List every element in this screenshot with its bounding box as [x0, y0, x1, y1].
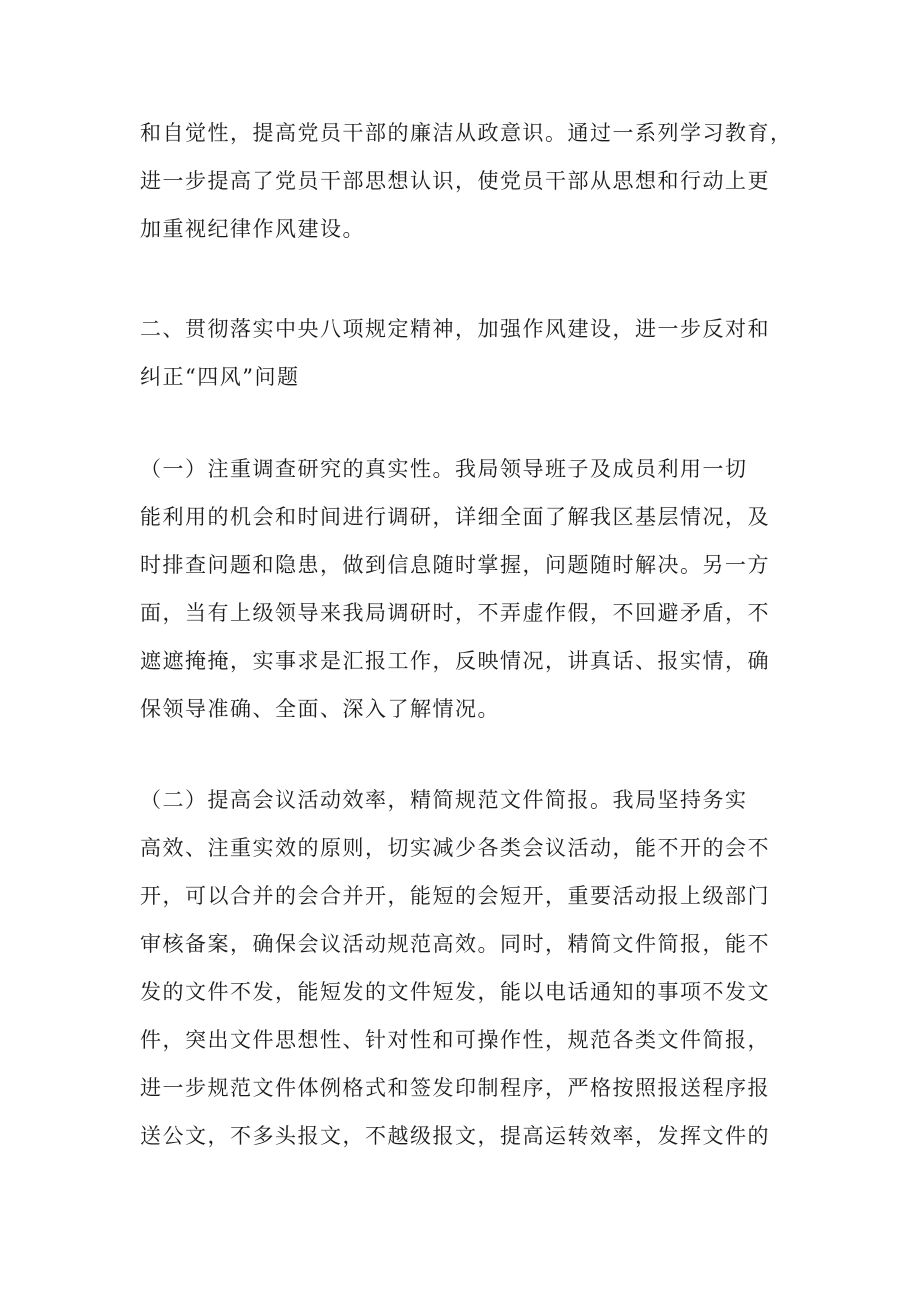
text-line: 开，可以合并的会合并开，能短的会短开，重要活动报上级部门 — [140, 884, 770, 908]
text-line: 面，当有上级领导来我局调研时，不弄虚作假，不回避矛盾，不 — [140, 601, 770, 625]
text-line: 进一步规范文件体例格式和签发印制程序，严格按照报送程序报 — [140, 1076, 770, 1100]
text-line: 时排查问题和隐患，做到信息随时掌握，问题随时解决。另一方 — [140, 553, 770, 577]
paragraph-continuation — [140, 109, 793, 253]
text-line: 能利用的机会和时间进行调研，详细全面了解我区基层情况，及 — [140, 505, 770, 529]
text-line: 和自觉性，提高党员干部的廉洁从政意识。通过一系列学习教育， — [140, 121, 793, 145]
section-heading — [140, 305, 785, 401]
paragraph-research — [140, 445, 785, 733]
text-line: 遮遮掩掩，实事求是汇报工作，反映情况，讲真话、报实情，确 — [140, 649, 770, 673]
text-line: （一）注重调查研究的真实性。我局领导班子及成员利用一切 — [140, 457, 748, 481]
text-line: 件，突出文件思想性、针对性和可操作性，规范各类文件简报， — [140, 1028, 770, 1052]
paragraph-meetings — [140, 776, 785, 1160]
text-line: 发的文件不发，能短发的文件短发，能以电话通知的事项不发文 — [140, 980, 770, 1004]
heading-line: 二、贯彻落实中央八项规定精神，加强作风建设，进一步反对和 — [140, 317, 770, 341]
text-line: 保领导准确、全面、深入了解情况。 — [140, 697, 500, 721]
heading-line: 纠正“四风”问题 — [140, 365, 300, 389]
text-line: （二）提高会议活动效率，精简规范文件简报。我局坚持务实 — [140, 788, 748, 812]
text-line: 高效、注重实效的原则，切实减少各类会议活动，能不开的会不 — [140, 836, 770, 860]
text-line: 送公文，不多头报文，不越级报文，提高运转效率，发挥文件的 — [140, 1124, 770, 1148]
text-line: 加重视纪律作风建设。 — [140, 217, 365, 241]
text-line: 进一步提高了党员干部思想认识，使党员干部从思想和行动上更 — [140, 169, 770, 193]
text-line: 审核备案，确保会议活动规范高效。同时，精简文件简报，能不 — [140, 932, 770, 956]
